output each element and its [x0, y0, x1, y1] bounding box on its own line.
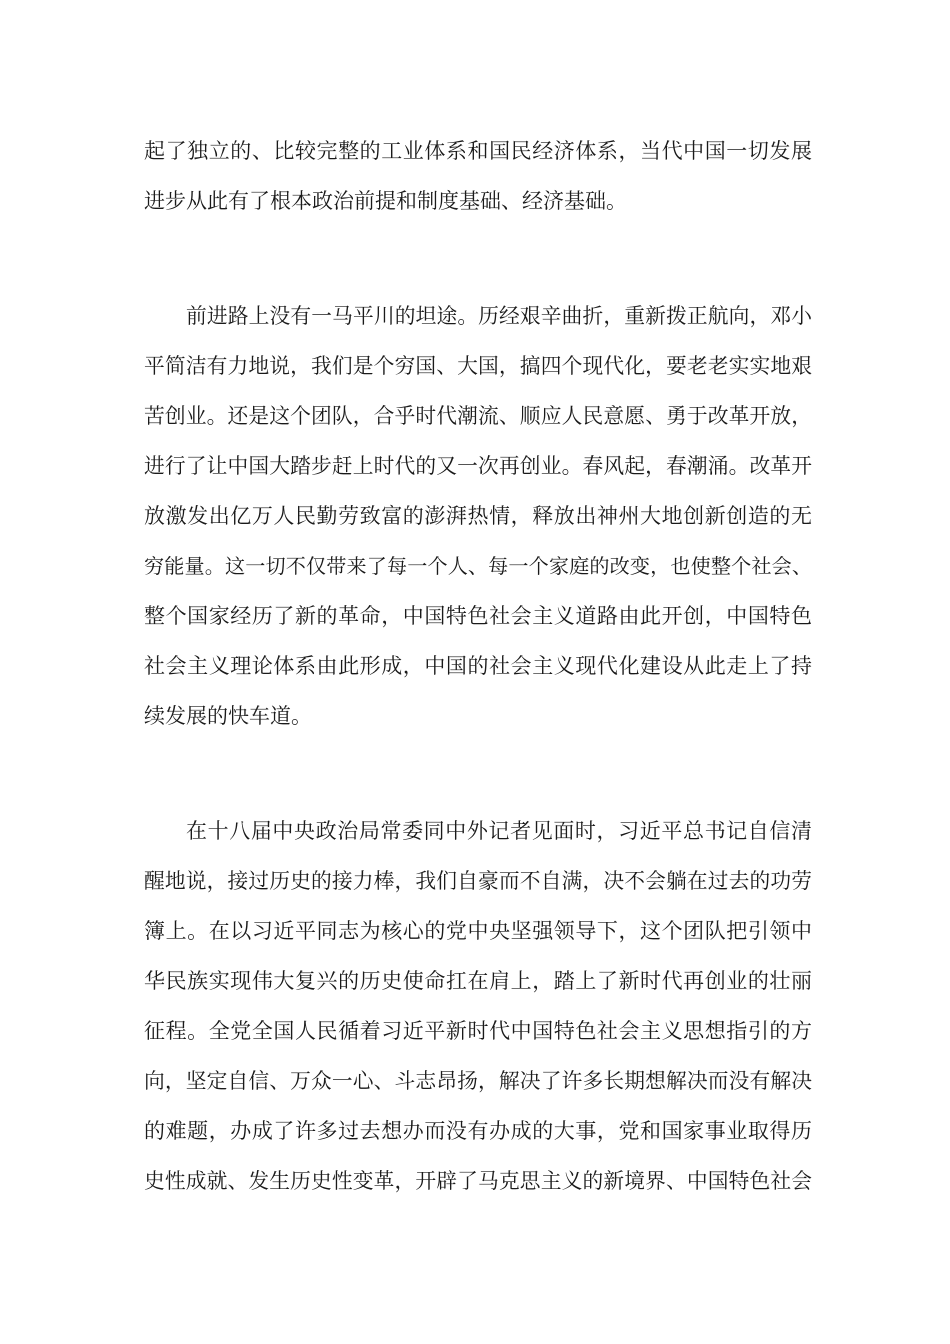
- paragraph-line: 起了独立的、比较完整的工业体系和国民经济体系，当代中国一切发展: [144, 139, 812, 163]
- paragraph-1: [144, 126, 812, 226]
- paragraph-2: [144, 291, 812, 741]
- paragraph-line: 穷能量。这一切不仅带来了每一个人、每一个家庭的改变，也使整个社会、: [144, 554, 812, 578]
- paragraph-line: 向，坚定自信、万众一心、斗志昂扬，解决了许多长期想解决而没有解决: [144, 1069, 812, 1093]
- paragraph-line: 进步从此有了根本政治前提和制度基础、经济基础。: [144, 189, 627, 213]
- paragraph-line: 苦创业。还是这个团队，合乎时代潮流、顺应人民意愿、勇于改革开放，: [144, 404, 812, 428]
- paragraph-line: 平简洁有力地说，我们是个穷国、大国，搞四个现代化，要老老实实地艰: [144, 354, 812, 378]
- paragraph-line: 社会主义理论体系由此形成，中国的社会主义现代化建设从此走上了持: [144, 654, 812, 678]
- paragraph-line: 前进路上没有一马平川的坦途。历经艰辛曲折，重新拨正航向，邓小: [186, 304, 812, 328]
- paragraph-line: 征程。全党全国人民循着习近平新时代中国特色社会主义思想指引的方: [144, 1019, 812, 1043]
- paragraph-line: 续发展的快车道。: [144, 704, 312, 728]
- paragraph-line: 华民族实现伟大复兴的历史使命扛在肩上，踏上了新时代再创业的壮丽: [144, 969, 812, 993]
- paragraph-3: [144, 806, 812, 1206]
- paragraph-line: 在十八届中央政治局常委同中外记者见面时，习近平总书记自信清: [186, 819, 812, 843]
- paragraph-line: 的难题，办成了许多过去想办而没有办成的大事，党和国家事业取得历: [144, 1119, 812, 1143]
- paragraph-line: 整个国家经历了新的革命，中国特色社会主义道路由此开创，中国特色: [144, 604, 812, 628]
- paragraph-line: 放激发出亿万人民勤劳致富的澎湃热情，释放出神州大地创新创造的无: [144, 504, 812, 528]
- paragraph-line: 进行了让中国大踏步赶上时代的又一次再创业。春风起，春潮涌。改革开: [144, 454, 812, 478]
- paragraph-line: 簿上。在以习近平同志为核心的党中央坚强领导下，这个团队把引领中: [144, 919, 812, 943]
- paragraph-line: 史性成就、发生历史性变革，开辟了马克思主义的新境界、中国特色社会: [144, 1169, 812, 1193]
- paragraph-line: 醒地说，接过历史的接力棒，我们自豪而不自满，决不会躺在过去的功劳: [144, 869, 812, 893]
